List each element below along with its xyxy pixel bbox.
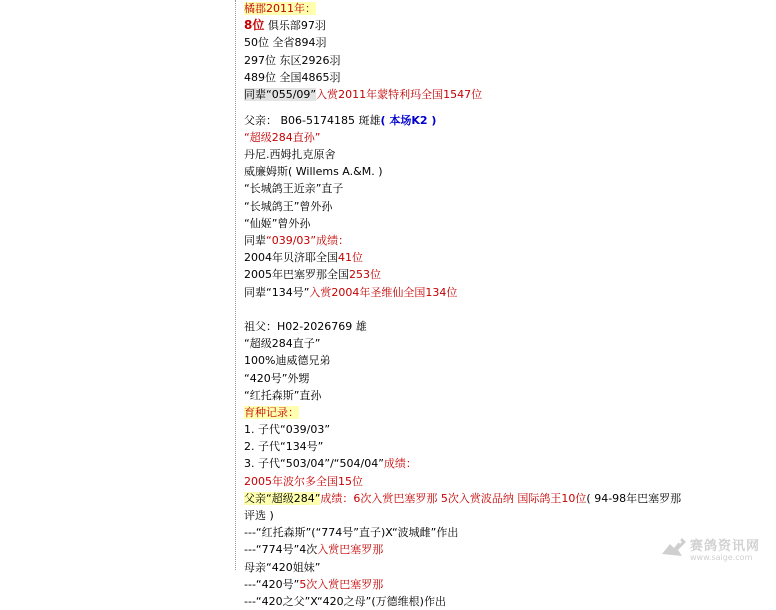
- watermark-url: www.saige.com: [690, 553, 753, 562]
- result-line: [244, 473, 764, 490]
- father-title: [244, 129, 764, 146]
- result-line: [244, 266, 764, 283]
- pedigree-line: “长城鸽王”曾外孙: [244, 199, 333, 213]
- section-heading: 橘郡2011年：: [244, 2, 316, 15]
- race-rank: 253位: [349, 268, 381, 282]
- sibling-label: 同辈“134号”: [244, 285, 310, 299]
- result-line: 50位 全省894羽: [244, 36, 327, 50]
- breeding-record-title: 育种记录：: [244, 405, 299, 419]
- result-line: [244, 576, 764, 593]
- sibling-label: 同辈: [244, 234, 266, 248]
- pedigree-document: [244, 0, 764, 610]
- result-line: 297位 东区2926羽: [244, 53, 341, 67]
- pedigree-line: “红托森斯”直孙: [244, 388, 322, 402]
- club-count: 俱乐部97羽: [264, 19, 326, 33]
- race-rank: 41位: [338, 251, 363, 265]
- result-line: 489位 全国4865羽: [244, 70, 341, 84]
- sibling-label: 同辈“055/09”: [244, 87, 317, 101]
- sibling-results-label: “039/03”成绩：: [266, 234, 350, 248]
- breeding-item: 1. 子代“039/03”: [244, 423, 331, 437]
- left-divider: [235, 0, 236, 570]
- father-stud-tag: ( 本场K2 ): [380, 113, 437, 127]
- father-award: ( 94-98年巴塞罗那: [586, 491, 682, 505]
- father-title-text: “超级284直孙”: [244, 130, 321, 144]
- race-name: ---“774号”4次: [244, 543, 318, 557]
- pedigree-line: 100%迪威德兄弟: [244, 354, 331, 368]
- race-result: 入赏巴塞罗那: [317, 543, 384, 557]
- breeding-results-label: 成绩：: [383, 457, 417, 471]
- pedigree-line: “仙姬”曾外孙: [244, 216, 311, 230]
- breeding-item-text: 3. 子代“503/04”/“504/04”: [244, 457, 384, 471]
- race-name: 2005年巴塞罗那全国: [244, 268, 349, 282]
- father-ring: 父亲： B06-5174185 斑雄: [244, 113, 381, 127]
- pedigree-line: ---“420之父”X“420之母”(万德维根)作出: [244, 594, 446, 608]
- father-line: [244, 112, 764, 129]
- sibling-line: [244, 232, 764, 249]
- pedigree-line: “420号”外甥: [244, 371, 310, 385]
- pedigree-line: 威廉姆斯( Willems A.&M. ): [244, 165, 383, 179]
- pedigree-line: 丹尼.西姆扎克原舍: [244, 148, 336, 162]
- breeding-item: 2. 子代“134号”: [244, 440, 324, 454]
- sibling-line: [244, 284, 764, 301]
- race-name: ---“420号”: [244, 577, 300, 591]
- mother-line: 母亲“420姐妹”: [244, 560, 321, 574]
- watermark-text: 赛鸽资讯网: [690, 539, 761, 554]
- father-record-line: [244, 490, 764, 507]
- father-results: 成绩：6次入赏巴塞罗那 5次入赏波品纳 国际鸽王10位: [320, 491, 587, 505]
- father-name: “超级284”: [266, 491, 321, 505]
- breeding-record-heading: [244, 404, 764, 421]
- race-result: 5次入赏巴塞罗那: [299, 577, 384, 591]
- pedigree-line: “超级284直子”: [244, 337, 321, 351]
- club-rank: 8位: [244, 18, 265, 33]
- section-orange-county-2011: [244, 0, 764, 17]
- sibling-line: [244, 86, 764, 103]
- race-name: 2004年贝济耶全国: [244, 251, 338, 265]
- father-label: 父亲: [244, 491, 266, 505]
- pedigree-line: “长城鸽王近亲”直子: [244, 182, 344, 196]
- result-line: [244, 17, 764, 34]
- result-line: [244, 249, 764, 266]
- pedigree-line: ---“红托森斯”(“774号”直子)X“波城雌”作出: [244, 526, 459, 540]
- grandfather-line: 祖父：H02-2026769 雄: [244, 319, 367, 333]
- pigeon-logo-icon: [660, 534, 688, 562]
- pedigree-line: 评选 ): [244, 509, 274, 523]
- race-result: 2005年波尔多全国15位: [244, 474, 363, 488]
- sibling-result: 入赏2004年圣维仙全国134位: [309, 285, 458, 299]
- site-watermark: [660, 532, 770, 566]
- breeding-item: [244, 455, 764, 472]
- sibling-result: 入赏2011年蒙特利玛全国1547位: [316, 87, 483, 101]
